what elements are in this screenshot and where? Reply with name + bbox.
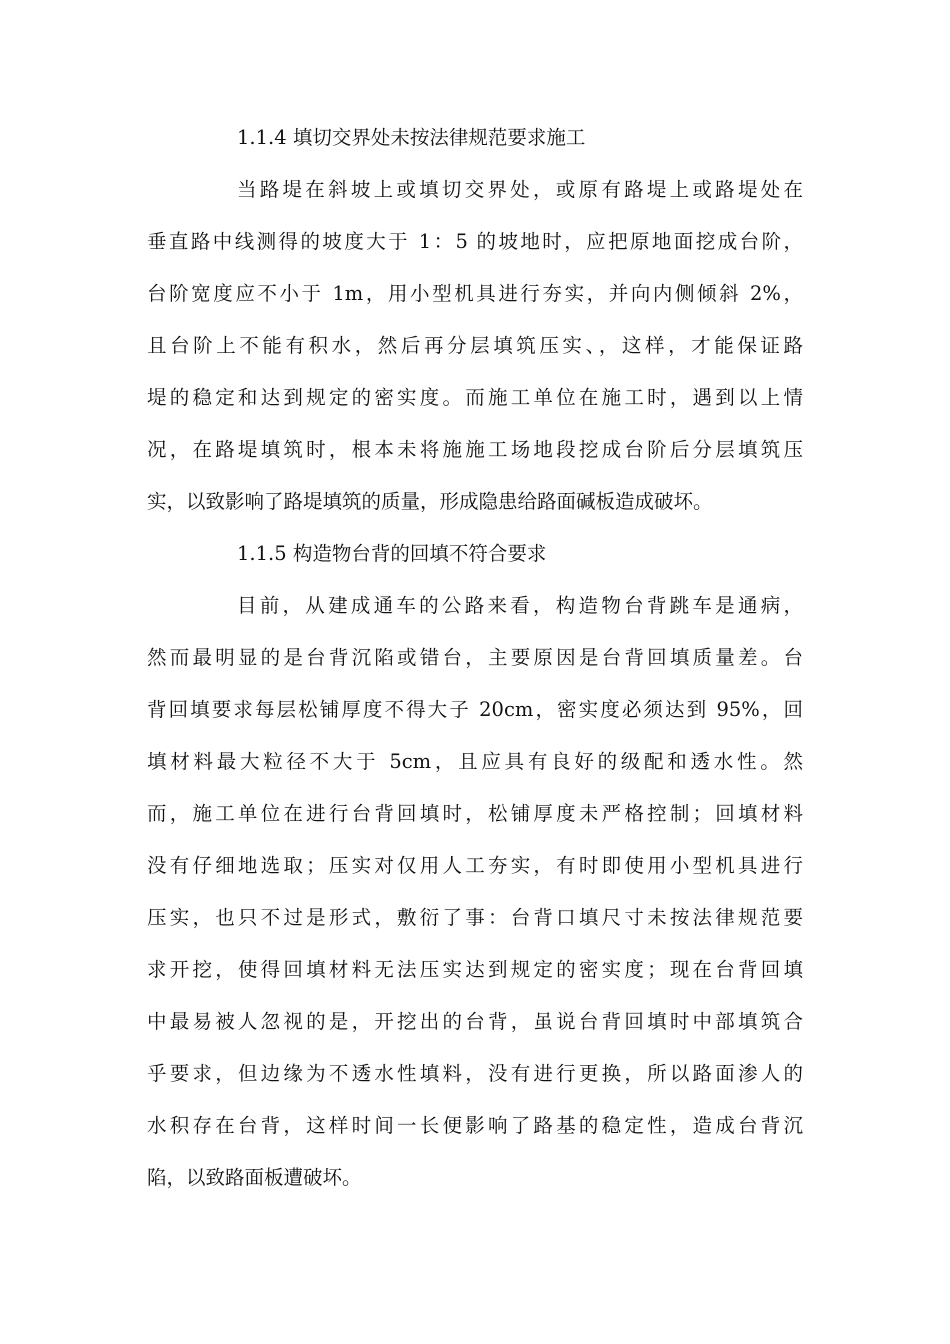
paragraph-line: 求开挖，使得回填材料无法压实达到规定的密实度；现在台背回填	[147, 958, 803, 981]
paragraph-line: 没有仔细地选取；压实对仅用人工夯实，有时即使用小型机具进行	[147, 854, 803, 877]
paragraph-line: 而，施工单位在进行台背回填时，松铺厚度未严格控制；回填材料	[147, 802, 803, 825]
paragraph-line: 实，以致影响了路堤填筑的质量，形成隐患给路面碱板造成破坏。	[147, 490, 713, 513]
document-body	[147, 112, 803, 1204]
paragraph-line: 当路堤在斜坡上或填切交界处，或原有路堤上或路堤处在	[237, 178, 803, 201]
paragraph-line: 目前，从建成通车的公路来看，构造物台背跳车是通病，	[237, 594, 803, 617]
section-heading-1-1-5: 1.1.5 构造物台背的回填不符合要求	[237, 542, 547, 565]
paragraph-line: 然而最明显的是台背沉陷或错台，主要原因是台背回填质量差。台	[147, 646, 803, 669]
paragraph-line: 垂直路中线测得的坡度大于 1：5 的坡地时，应把原地面挖成台阶，	[147, 230, 803, 253]
paragraph-line: 台阶宽度应不小于 1m，用小型机具进行夯实，并向内侧倾斜 2%，	[147, 282, 803, 305]
paragraph-line: 况，在路堤填筑时，根本未将施施工场地段挖成台阶后分层填筑压	[147, 438, 803, 461]
paragraph-line: 压实，也只不过是形式，敷衍了事：台背口填尺寸未按法律规范要	[147, 906, 803, 929]
paragraph-line: 且台阶上不能有积水，然后再分层填筑压实、，这样，才能保证路	[147, 334, 803, 357]
paragraph-line: 中最易被人忽视的是，开挖出的台背，虽说台背回填时中部填筑合	[147, 1010, 803, 1033]
paragraph-line: 水积存在台背，这样时间一长便影响了路基的稳定性，造成台背沉	[147, 1114, 803, 1137]
paragraph-line: 堤的稳定和达到规定的密实度。而施工单位在施工时，遇到以上情	[147, 386, 803, 409]
paragraph-line: 乎要求，但边缘为不透水性填料，没有进行更换，所以路面渗人的	[147, 1062, 803, 1085]
paragraph-line: 背回填要求每层松铺厚度不得大子 20cm，密实度必须达到 95%，回	[147, 698, 803, 721]
paragraph-1-1-4	[147, 164, 803, 528]
paragraph-line: 陷，以致路面板遭破坏。	[147, 1166, 362, 1189]
section-heading-1-1-4: 1.1.4 填切交界处未按法律规范要求施工	[237, 126, 586, 149]
paragraph-line: 填材料最大粒径不大于 5cm，且应具有良好的级配和透水性。然	[147, 750, 803, 773]
paragraph-1-1-5	[147, 580, 803, 1204]
